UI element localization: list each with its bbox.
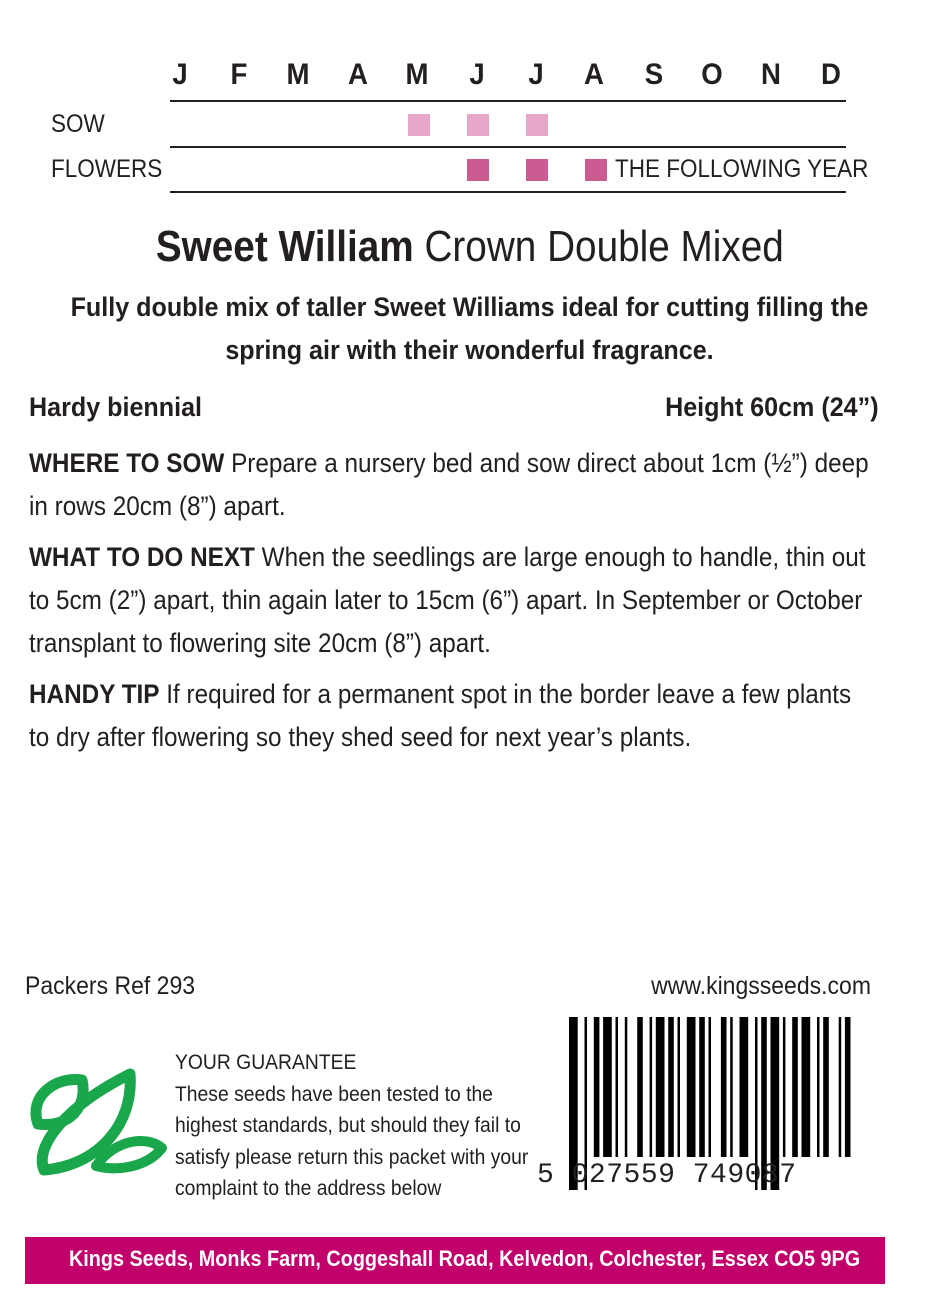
section-heading: HANDY TIP [29,679,160,709]
month-label: D [821,58,841,91]
barcode-bar [603,1017,612,1157]
barcode-bar [802,1017,811,1157]
plant-height: Height 60cm (24”) [665,392,879,422]
month-label: M [405,58,429,91]
section-heading: WHERE TO SOW [29,448,225,478]
barcode-bar [730,1017,733,1157]
barcode-bar [721,1017,727,1157]
month-label: F [230,58,248,91]
flowers-marker [467,159,489,181]
barcode-bar [687,1017,696,1157]
website-link[interactable]: www.kingsseeds.com [651,972,871,1000]
barcode-bar [668,1017,674,1157]
flowers-marker [585,159,607,181]
handy-tip-section [29,673,875,759]
barcode-number: 5 027559 749087 [537,1160,797,1191]
month-label: O [701,58,723,91]
guarantee-block [175,1047,543,1205]
product-title [0,222,939,272]
month-label: J [469,58,485,91]
product-name: Sweet William [155,222,414,271]
where-to-sow-section [29,442,875,528]
section-text: When the seedlings are large enough to handle, thin out to 5cm (2”) apart, thin again later to 15cm (6”) apart. In September or October transplant to flowering site 20cm (8”) apart. [29,542,866,658]
sow-marker [526,114,548,136]
flowers-row-label: FLOWERS [51,155,163,183]
calendar-divider [170,191,846,193]
month-label: A [584,58,604,91]
sow-marker [408,114,430,136]
month-label: A [348,58,368,91]
section-heading: WHAT TO DO NEXT [29,542,255,572]
calendar-divider [170,146,846,148]
address-banner [25,1237,885,1284]
barcode-bar [616,1017,619,1157]
month-label: J [172,58,188,91]
barcode-bar [740,1017,749,1157]
barcode-bar [709,1017,712,1157]
barcode-bar [783,1017,786,1157]
section-text: Prepare a nursery bed and sow direct about 1cm (½”) deep in rows 20cm (8”) apart. [29,448,869,521]
flowers-marker [526,159,548,181]
what-to-do-next-section [29,536,875,665]
product-variety: Crown Double Mixed [424,222,784,271]
guarantee-heading: YOUR GUARANTEE [175,1051,357,1074]
section-text: If required for a permanent spot in the border leave a few plants to dry after flowering so they shed seed for next year’s plants. [29,679,852,752]
barcode-bar [594,1017,600,1157]
barcode-bar [839,1017,842,1157]
calendar-divider [170,100,846,102]
company-address: Kings Seeds, Monks Farm, Coggeshall Road, Kelvedon, Colchester, Essex CO5 9PG [68,1246,861,1271]
month-label: J [528,58,544,91]
month-label: S [644,58,664,91]
sow-row-label: SOW [51,110,105,138]
barcode-bar [823,1017,829,1157]
barcode-bar [699,1017,705,1157]
product-description: Fully double mix of taller Sweet Williams ideal for cutting filling the spring air with their wonderful fragrance. [70,292,869,365]
kings-seeds-leaf-logo-icon [26,1066,168,1178]
barcode-bar [656,1017,665,1157]
month-label: M [286,58,310,91]
sow-marker [467,114,489,136]
barcode-bar [650,1017,653,1157]
barcode-bar [845,1017,851,1157]
barcode-bar [637,1017,643,1157]
barcode-bar [817,1017,820,1157]
barcode-bar [678,1017,681,1157]
guarantee-text: These seeds have been tested to the highest standards, but should they fail to satisfy please return this packet with your complaint to the address below [175,1082,529,1200]
flowers-note: THE FOLLOWING YEAR [615,155,869,183]
barcode-bar [625,1017,628,1157]
plant-type: Hardy biennial [29,392,203,422]
month-label: N [761,58,781,91]
packers-ref: Packers Ref 293 [25,972,196,1000]
barcode-bar [792,1017,798,1157]
